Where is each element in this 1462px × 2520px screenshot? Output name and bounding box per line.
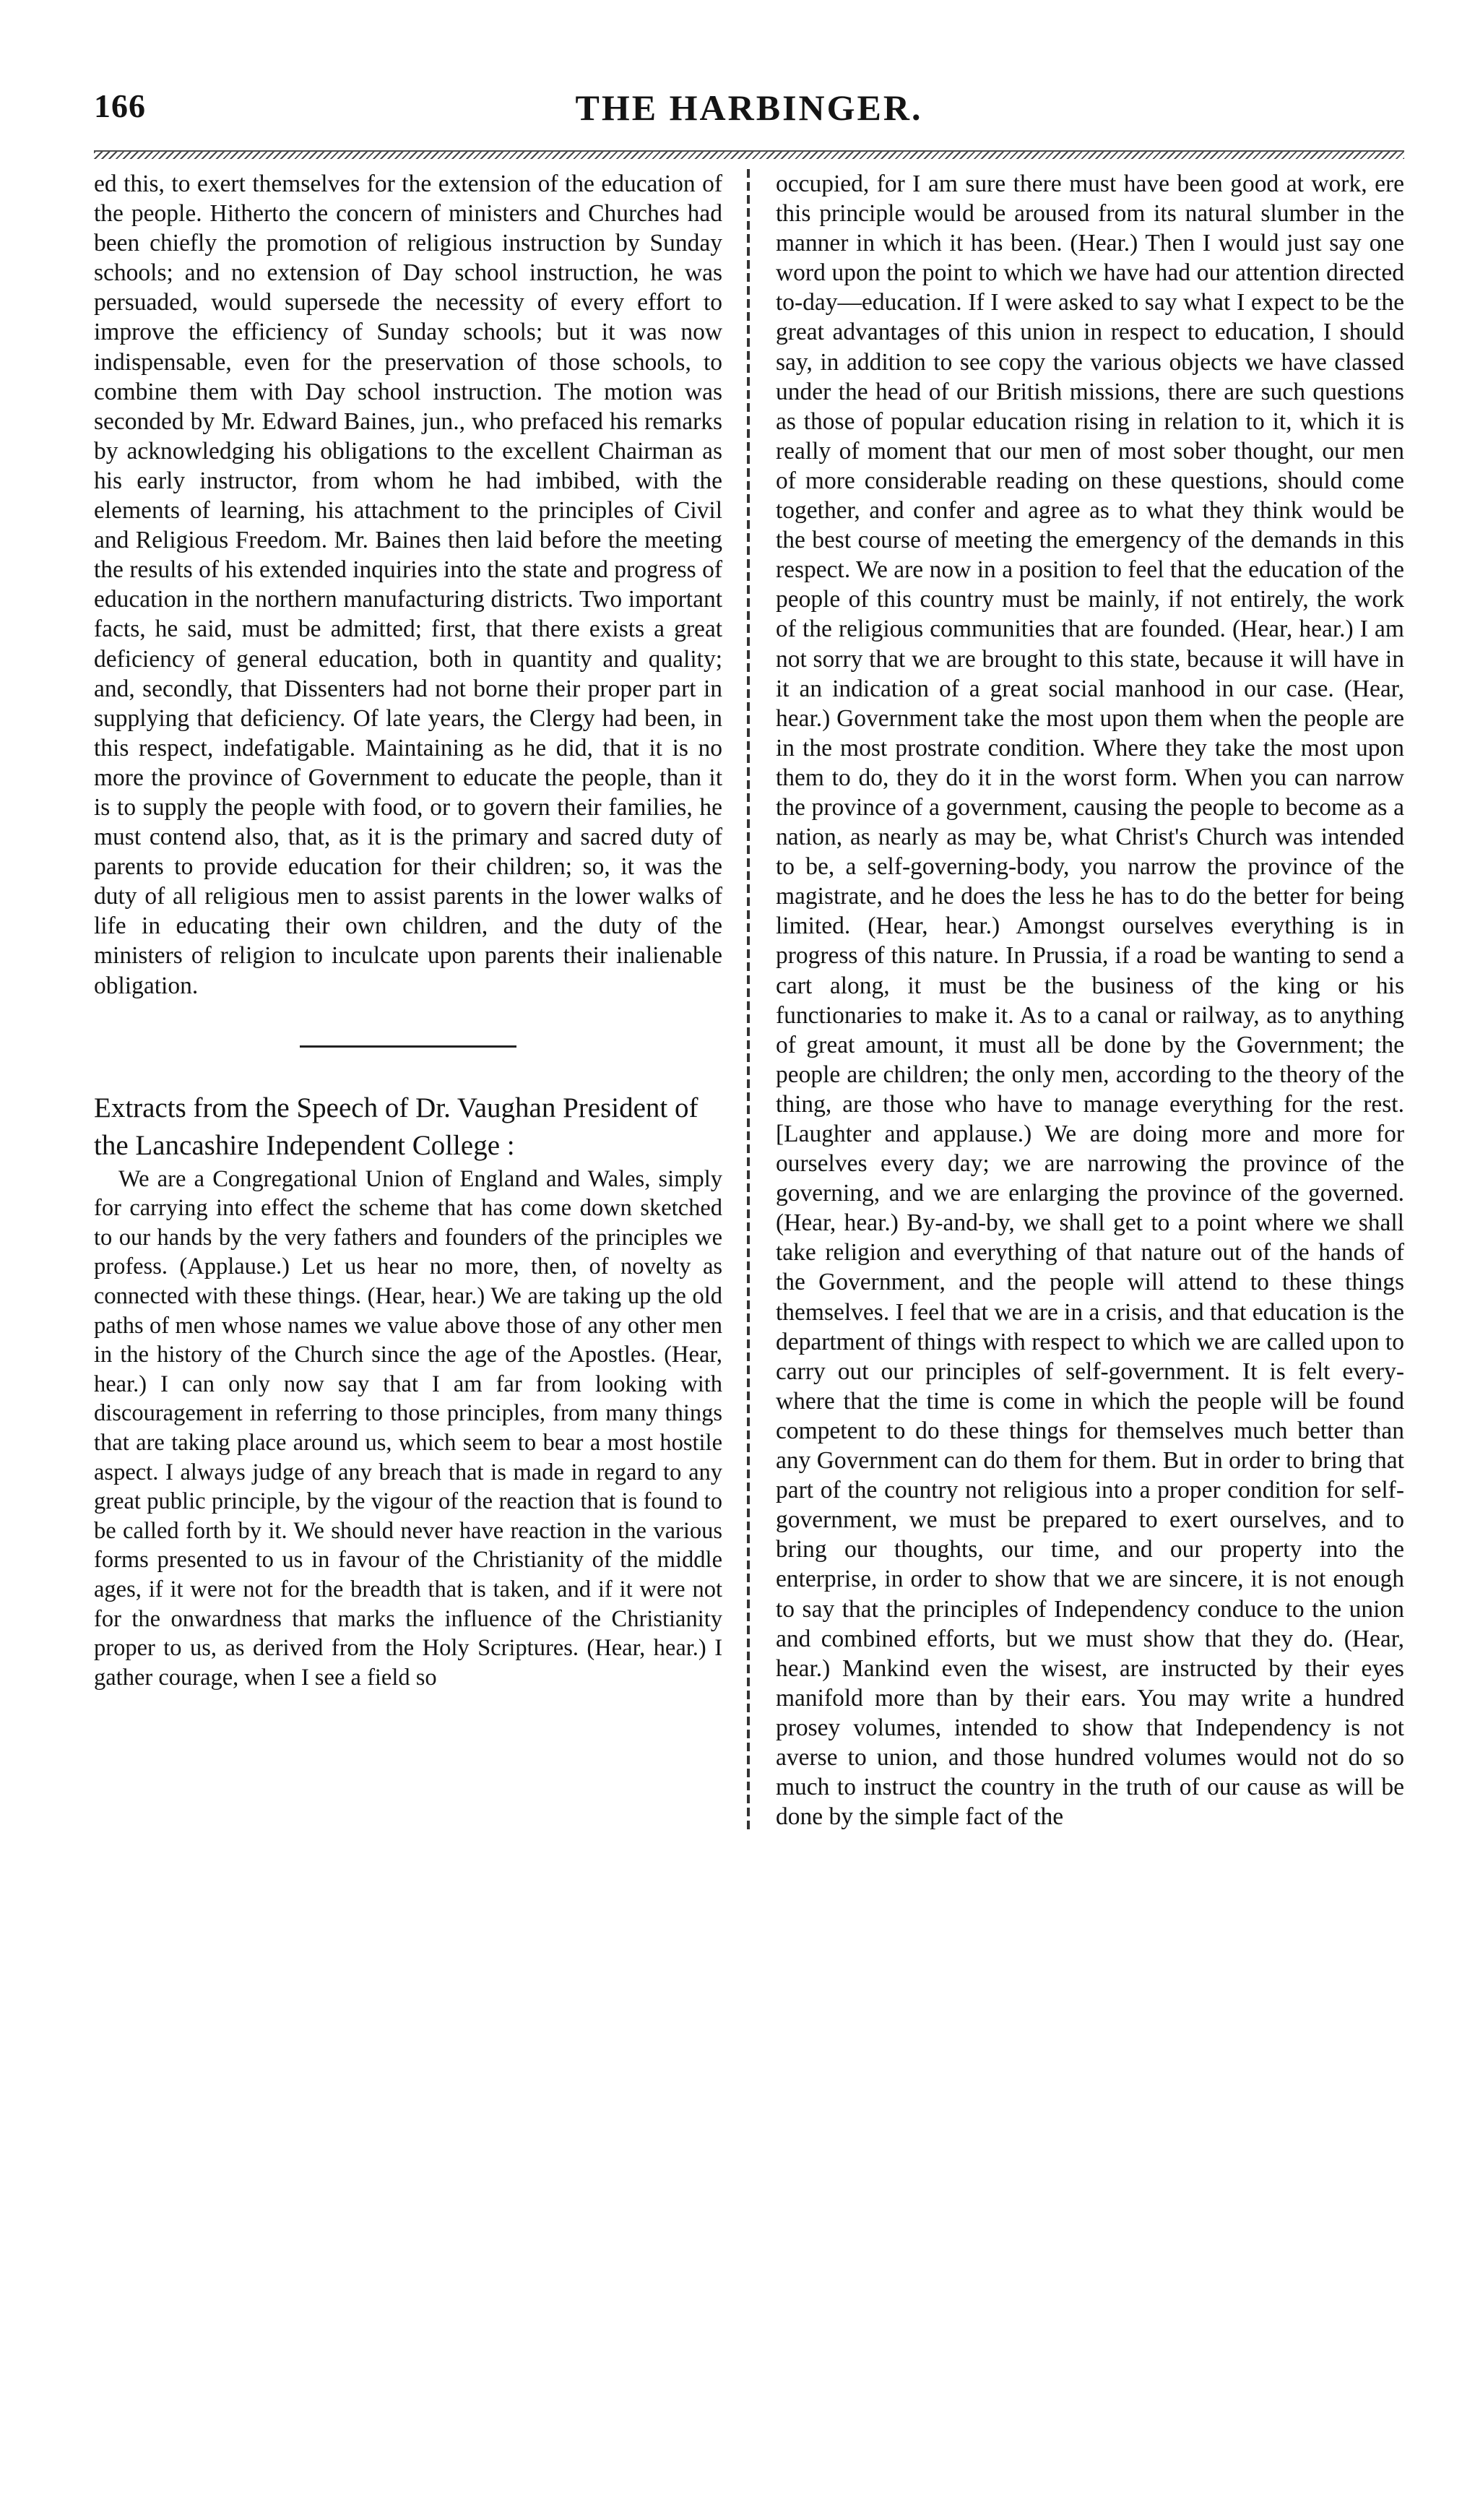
header-rule xyxy=(94,150,1404,159)
speech-paragraph: We are a Congregational Union of England and Wales, simply for carrying into effect the scheme that has come down sketched to our hands by the very fathers and founders of the principles we profess. (Applause.) Let us hear no more, then, of novelty as connected with these things. (Hear, hear.) We are taking up the old paths of men whose names we value above those of any other men in the history of the Church since the age of the Apostles. (Hear, hear.) I can only now say that I am far from looking with discouragement in referring to those principles, from many things that are taking place around us, which seem to bear a most hostile aspect. I always judge of any breach that is made in regard to any great public principle, by the vigour of the reaction that is found to be called forth by it. We should never have reaction in the various forms presented to us in favour of the Christianity of the middle ages, if it were not for the breadth that is taken, and if it were not for the onwardness that marks the influence of the Christianity proper to us, as derived from the Holy Scriptures. (Hear, hear.) I gather courage, when I see a field so xyxy=(94,1165,723,1691)
left-paragraph: ed this, to exert themselves for the extension of the education of the people. Hitherto the concern of ministers and Churches had been chiefly the promotion of religious instruction by Sunday schools; and no extension of Day school instruction, he was persuaded, would supersede the necessity of every effort to improve the efficiency of Sunday schools; but it was now indispensable, even for the preservation of those schools, to combine them with Day school instruction. The motion was seconded by Mr. Edward Baines, jun., who prefaced his remarks by acknowledging his obligations to the excellent Chairman as his early instructor, from whom he had imbibed, with the elements of learning, his attachment to the principles of Civil and Religious Freedom. Mr. Baines then laid before the meeting the results of his extended inquiries into the state and progress of education in the northern manufacturing districts. Two important facts, he said, must be admitted; first, that there exists a great deficiency of general education, both in quantity and quality; and, secondly, that Dissenters had not borne their proper part in supplying that deficiency. Of late years, the Clergy had been, in this respect, indefatigable. Maintaining as he did, that it is no more the province of Government to educate the people, than it is to supply the people with food, or to govern their families, he must contend also, that, as it is the primary and sacred duty of parents to provide education for their children; so, it was the duty of all religious men to assist parents in the lower walks of life in educating their own children, and the duty of the ministers of religion to inculcate upon parents their inalienable obligation. xyxy=(94,171,723,999)
text-columns xyxy=(94,169,1404,1831)
left-column xyxy=(94,169,747,1831)
page-header xyxy=(94,87,1404,137)
right-paragraph: occupied, for I am sure there must have been good at work, ere this principle would be aroused from its natural slumber in the manner in which it has been. (Hear.) Then I would just say one word upon the point to which we have had our attention directed to-day—education. If I were asked to say what I expect to be the great advantages of this union in respect to education, I should say, in addition to see copy the various objects we have classed under the head of our British missions, there are such questions as those of popular education rising in relation to it, which it is really of moment that our men of most sober thought, our men of more considerable reading on these questions, should come together, and confer and agree as to what they think would be the best course of meeting the emergency of the demands in this respect. We are now in a position to feel that the education of the people of this country must be mainly, if not entirely, the work of the religious communities that are founded. (Hear, hear.) I am not sorry that we are brought to this state, because it will have in it an indication of a great social manhood in our case. (Hear, hear.) Government take the most upon them when the people are in the most prostrate condition. Where they take the most upon them to do, they do it in the worst form. When you can narrow the province of a government, causing the people to become as a nation, as nearly as may be, what Christ's Church was intended to be, a self-governing-body, you narrow the province of the magistrate, and he does the less he has to do the better for being limited. (Hear, hear.) Amongst ourselves everything is in progress of this nature. In Prussia, if a road be wanting to send a cart along, it must be the business of the king or his functionaries to make it. As to a canal or railway, as to anything of great amount, it must all be done by the Government; the people are children; the only men, according to the theory of the thing, are those who have to manage everything for the rest. [Laughter and applause.) We are doing more and more for ourselves every day; we are narrowing the province of the governing, and we are enlarging the province of the governed. (Hear, hear.) By-and-by, we shall get to a point where we shall take religion and everything of that nature out of the hands of the Government, and the people will attend to these things themselves. I feel that we are in a crisis, and that education is the department of things with respect to which we are called upon to carry out our principles of self-government. It is felt every-where that the time is come in which the people will be found competent to do these things for themselves much better than any Government can do them for them. But in order to bring that part of the country not religious into a proper condition for self-government, we must be prepared to exert ourselves, and to bring our thoughts, our time, and our property into the enterprise, in order to show that we are sincere, it is not enough to say that the principles of Independency conduce to the union and combined efforts, but we must show that they do. (Hear, hear.) Mankind even the wisest, are instructed by their eyes manifold more than by their ears. You may write a hundred prosey volumes, intended to show that Independency is not averse to union, and those hundred volumes would not do so much to instruct the country in the truth of our cause as will be done by the simple fact of the xyxy=(775,171,1404,1831)
section-heading: Extracts from the Speech of Dr. Vaughan President of the Lancashire Independent College : xyxy=(94,1092,698,1161)
page-number: 166 xyxy=(94,87,146,124)
right-column xyxy=(750,169,1404,1831)
running-title: THE HARBINGER. xyxy=(575,87,923,128)
section-divider xyxy=(300,1045,516,1048)
